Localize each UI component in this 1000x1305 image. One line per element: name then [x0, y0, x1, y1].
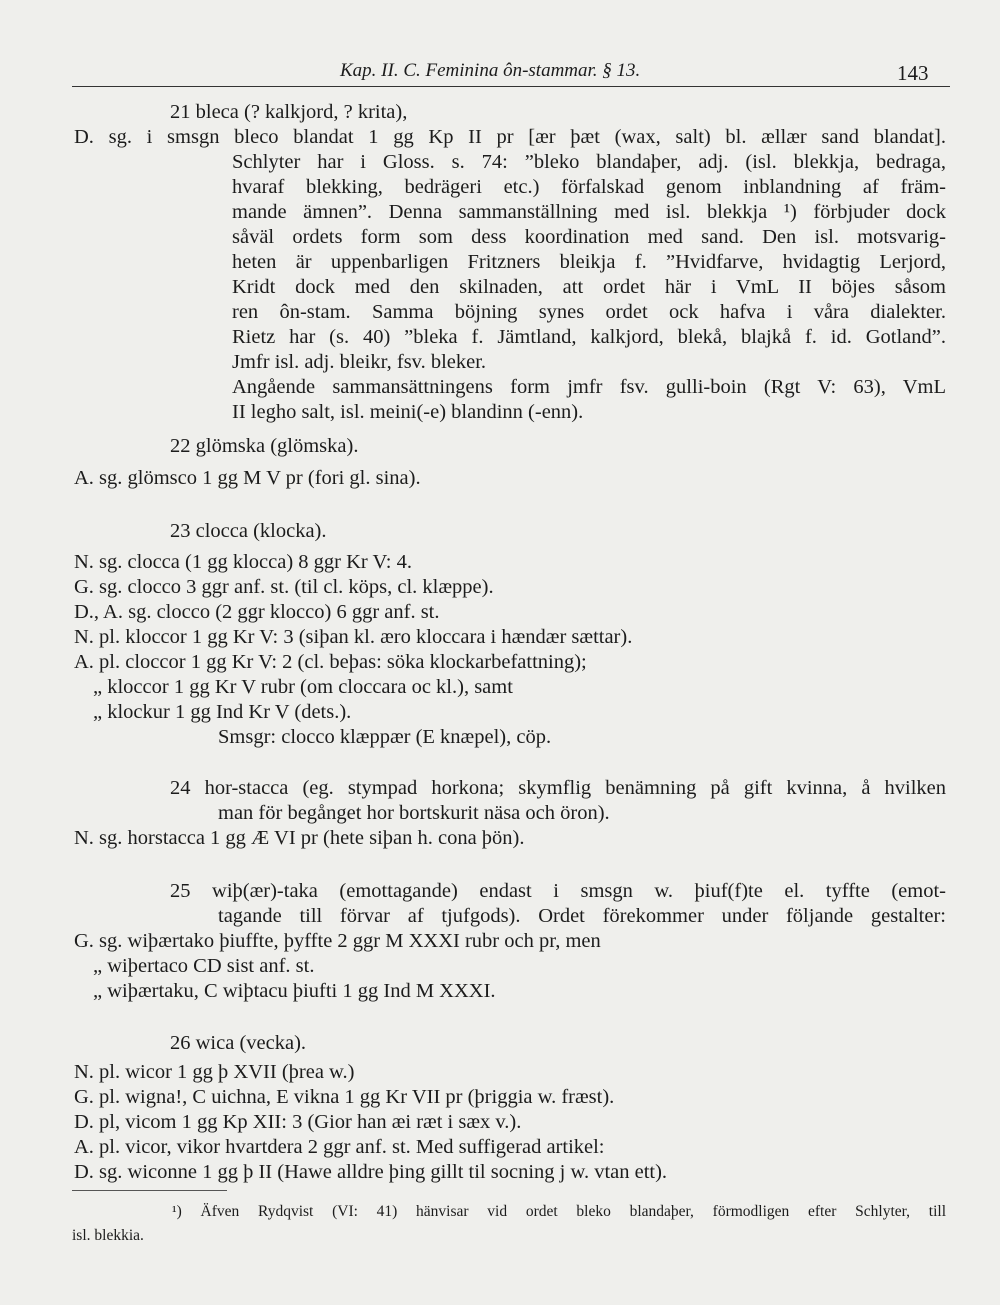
- text-line: såväl ordets form som dess koordination med sand. Den isl. motsvarig-: [232, 226, 946, 248]
- text-line: „ wiþærtaku, C wiþtacu þiufti 1 gg Ind M XXXI.: [93, 980, 496, 1002]
- text-line: 21 bleca (? kalkjord, ? krita),: [170, 101, 408, 123]
- text-line: A. pl. vicor, vikor hvartdera 2 ggr anf. st. Med suffigerad artikel:: [74, 1136, 605, 1158]
- text-line: 22 glömska (glömska).: [170, 435, 359, 457]
- text-line: N. pl. wicor 1 gg þ XVII (þrea w.): [74, 1061, 355, 1083]
- text-line: N. sg. clocca (1 gg klocca) 8 ggr Kr V: 4.: [74, 551, 412, 573]
- text-line: „ wiþertaco CD sist anf. st.: [93, 955, 315, 977]
- text-line: Schlyter har i Gloss. s. 74: ”bleko blandaþer, adj. (isl. blekkja, bedraga,: [232, 151, 946, 173]
- text-line: tagande till förvar af tjufgods). Ordet förekommer under följande gestalter:: [218, 905, 946, 927]
- text-line: G. pl. wigna!, C uichna, E vikna 1 gg Kr VII pr (þriggia w. fræst).: [74, 1086, 615, 1108]
- text-line: Smsgr: clocco klæppær (E knæpel), cöp.: [218, 726, 552, 748]
- text-line: A. sg. glömsco 1 gg M V pr (fori gl. sina).: [74, 467, 421, 489]
- text-line: „ kloccor 1 gg Kr V rubr (om cloccara oc kl.), samt: [93, 676, 513, 698]
- text-line: Rietz har (s. 40) ”bleka f. Jämtland, kalkjord, blekå, blajkå f. id. Gotland”.: [232, 326, 946, 348]
- text-line: Angående sammansättningens form jmfr fsv. gulli-boin (Rgt V: 63), VmL: [232, 376, 946, 398]
- text-line: Jmfr isl. adj. bleikr, fsv. bleker.: [232, 351, 487, 373]
- text-line: mande ämnen”. Denna sammanställning med isl. blekkja ¹) förbjuder dock: [232, 201, 946, 223]
- text-line: 23 clocca (klocka).: [170, 520, 327, 542]
- running-title: Kap. II. C. Feminina ôn-stammar. § 13.: [340, 60, 641, 81]
- footnote-line: isl. blekkia.: [72, 1227, 144, 1244]
- footnote-rule: [72, 1190, 227, 1191]
- header-rule: [72, 86, 950, 87]
- footnote-line: ¹) Äfven Rydqvist (VI: 41) hänvisar vid ordet bleko blandaþer, förmodligen efter Schlyter, till: [172, 1203, 946, 1220]
- text-line: A. pl. cloccor 1 gg Kr V: 2 (cl. beþas: söka klockarbefattning);: [74, 651, 587, 673]
- text-line: G. sg. clocco 3 ggr anf. st. (til cl. köps, cl. klæppe).: [74, 576, 494, 598]
- text-line: G. sg. wiþærtako þiuffte, þyffte 2 ggr M XXXI rubr och pr, men: [74, 930, 601, 952]
- text-line: heten är uppenbarligen Fritzners bleikja f. ”Hvidfarve, hvidagtig Lerjord,: [232, 251, 946, 273]
- text-line: 25 wiþ(ær)-taka (emottagande) endast i smsgn w. þiuf(f)te el. tyffte (emot-: [170, 880, 946, 902]
- text-line: Kridt dock med den skilnaden, att ordet här i VmL II böjes såsom: [232, 276, 946, 298]
- text-line: ren ôn-stam. Samma böjning synes ordet ock hafva i våra dialekter.: [232, 301, 946, 323]
- text-line: N. sg. horstacca 1 gg Æ VI pr (hete siþan h. cona þön).: [74, 827, 525, 849]
- text-line: hvaraf blekking, bedrägeri etc.) förfalskad genom inblandning af främ-: [232, 176, 946, 198]
- text-line: D. sg. i smsgn bleco blandat 1 gg Kp II pr [ær þæt (wax, salt) bl. ællær sand blandat].: [74, 126, 946, 148]
- text-line: N. pl. kloccor 1 gg Kr V: 3 (siþan kl. æro kloccara i hændær sættar).: [74, 626, 633, 648]
- running-header: [0, 60, 1000, 86]
- text-line: II legho salt, isl. meini(-e) blandinn (-enn).: [232, 401, 584, 423]
- text-line: „ klockur 1 gg Ind Kr V (dets.).: [93, 701, 352, 723]
- text-line: D. pl, vicom 1 gg Kp XII: 3 (Gior han æi ræt i sæx v.).: [74, 1111, 522, 1133]
- page-number: 143: [897, 61, 929, 85]
- text-line: 26 wica (vecka).: [170, 1032, 307, 1054]
- text-line: man för begånget hor bortskurit näsa och öron).: [218, 802, 610, 824]
- text-line: D., A. sg. clocco (2 ggr klocco) 6 ggr anf. st.: [74, 601, 440, 623]
- text-line: 24 hor-stacca (eg. stympad horkona; skymflig benämning på gift kvinna, å hvilken: [170, 777, 946, 799]
- text-line: D. sg. wiconne 1 gg þ II (Hawe alldre þing gillt til socning j w. vtan ett).: [74, 1161, 668, 1183]
